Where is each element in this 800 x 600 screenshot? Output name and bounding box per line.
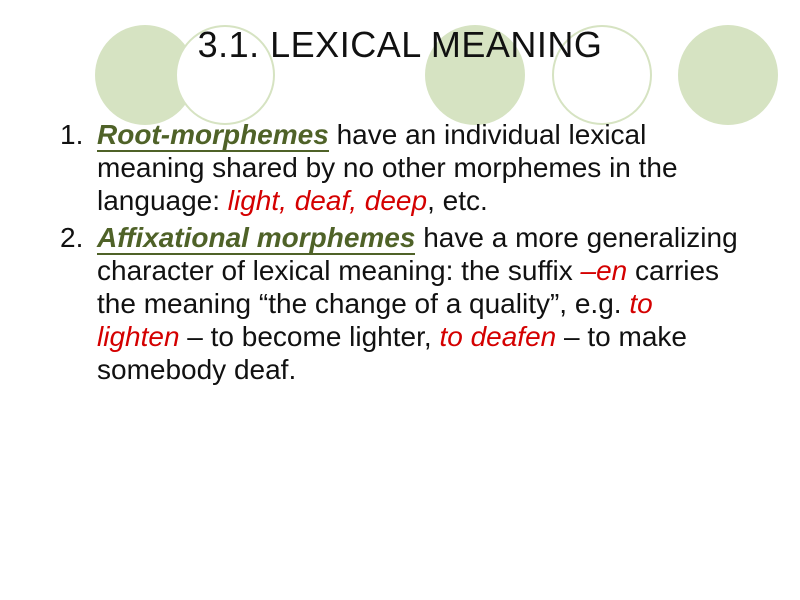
item-text: – to make somebody deaf. — [97, 321, 687, 385]
item-text: , etc. — [427, 185, 488, 216]
example-suffix: –en — [580, 255, 628, 286]
term-root-morphemes: Root-morphemes — [97, 119, 329, 150]
example-words: light, deaf, deep — [227, 185, 428, 216]
list-item-number: 1. — [60, 119, 84, 150]
example-word: to lighten — [97, 288, 653, 352]
list-item-number: 2. — [60, 222, 84, 253]
item-text: – to become lighter, — [179, 321, 440, 352]
item-text: have a more generalizing character of lexical meaning: the suffix — [97, 222, 738, 286]
item-text: have an individual lexical meaning shared by no other morphemes in the language: — [97, 119, 678, 216]
slide-title: 3.1. LEXICAL MEANING — [197, 24, 603, 65]
term-affixational-morphemes: Affixational morphemes — [97, 222, 416, 253]
item-text: carries the meaning “the change of a quality”, e.g. — [97, 255, 720, 319]
slide-content — [60, 118, 740, 390]
list-item — [60, 118, 740, 217]
list-item — [60, 221, 740, 386]
example-word: to deafen — [439, 321, 557, 352]
